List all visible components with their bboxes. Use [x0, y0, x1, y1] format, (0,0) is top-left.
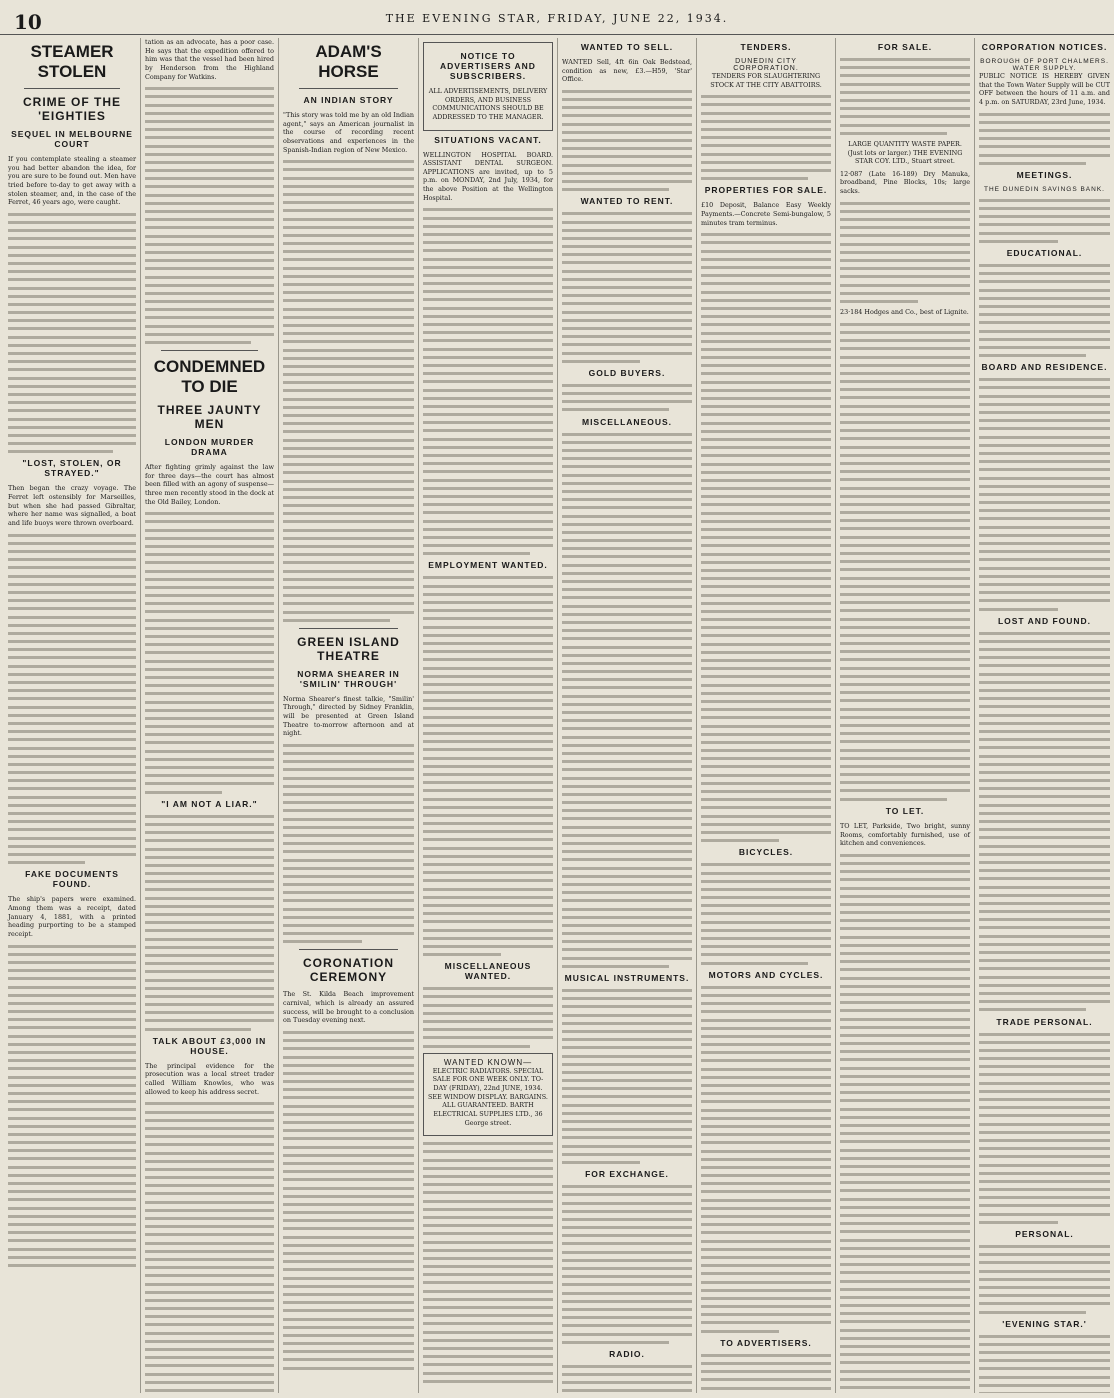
classified-ad: 23·184 Hodges and Co., best of Lignite.	[840, 308, 969, 317]
section-heading: WANTED TO RENT.	[580, 196, 674, 207]
classified-ad: WELLINGTON HOSPITAL BOARD. ASSISTANT DENTAL SURGEON. APPLICATIONS are invited, up to 5 p.m. on MONDAY, 2nd July, 1934, for the above Position at the Wellington Hospital.	[423, 150, 553, 202]
text-lines	[701, 1354, 831, 1393]
text-lines	[145, 87, 274, 344]
text-lines	[8, 213, 136, 453]
text-lines	[283, 1031, 414, 1370]
column-3	[279, 38, 419, 1393]
article-paragraph: Then began the crazy voyage. The Ferret left ostensibly for Marseilles, but when she had passed Gibraltar, where her name was signalled, a boat and life buoys were thrown overboard.	[8, 484, 136, 528]
text-lines	[562, 384, 692, 412]
section-heading: MUSICAL INSTRUMENTS.	[564, 973, 690, 984]
text-lines	[145, 1102, 274, 1393]
section-heading: TO LET.	[885, 805, 925, 816]
text-lines	[979, 264, 1110, 357]
section-heading: TENDERS.	[740, 42, 792, 52]
article-paragraph: The St. Kilda Beach improvement carnival, which is already an assured success, will be brought to a conclusion on Tuesday evening next.	[283, 990, 414, 1025]
column-7	[836, 38, 975, 1393]
text-lines	[840, 854, 970, 1393]
masthead	[0, 0, 1114, 35]
text-lines	[562, 90, 692, 191]
column-5	[558, 38, 697, 1393]
article-paragraph: "This story was told me by an old Indian agent," says an American journalist in the course of recording recent observations and experiences in the Spanish-Indian region of New Mexico.	[283, 111, 414, 154]
text-lines	[840, 58, 970, 135]
text-lines	[562, 989, 692, 1164]
section-heading: MEETINGS.	[1016, 169, 1073, 180]
article-title: CORONATION CEREMONY	[302, 956, 395, 985]
text-lines	[701, 863, 831, 964]
classified-ad: TO LET, Parkside, Two bright, sunny Rooms, comfortably furnished, use of kitchen and conveniences.	[840, 821, 970, 848]
article-paragraph: tation as an advocate, has a poor case. He says that the expedition offered to him was that the vessel had been hired by Henderson from the Highland Company for Watkins.	[145, 38, 274, 81]
column-4	[419, 38, 558, 1393]
section-heading: BICYCLES.	[738, 847, 794, 858]
masthead-title: THE EVENING STAR, FRIDAY, JUNE 22, 1934.	[385, 12, 729, 25]
column-1	[4, 38, 141, 1393]
text-lines	[979, 1033, 1110, 1224]
advertisement-box	[423, 1053, 553, 1136]
column-2	[141, 38, 279, 1393]
section-heading: PROPERTIES FOR SALE.	[704, 185, 828, 196]
section-heading: 'EVENING STAR.'	[1002, 1318, 1087, 1329]
article-paragraph: After fighting grimly against the law for three days—the court has almost been filled with an agony of suspense—three men recently stood in the dock at the Old Bailey, London.	[145, 463, 274, 506]
ad-title: WANTED KNOWN—	[443, 1057, 533, 1067]
section-heading: SITUATIONS VACANT.	[434, 134, 542, 145]
text-lines	[979, 199, 1110, 243]
text-lines	[979, 1245, 1110, 1314]
section-heading: TALK ABOUT £3,000 IN HOUSE.	[152, 1035, 267, 1056]
section-heading: RADIO.	[609, 1348, 645, 1359]
text-lines	[423, 987, 553, 1047]
article-subtitle: CRIME OF THE 'EIGHTIES	[23, 95, 121, 123]
text-lines	[283, 160, 414, 622]
notice-subtitle: WATER SUPPLY.	[1012, 65, 1077, 72]
text-lines	[283, 744, 414, 944]
article-paragraph: Norma Shearer's finest talkie, "Smilin' Through," directed by Sidney Franklin, will be presented at Green Island Theatre to-morrow afternoon and at night.	[283, 694, 414, 738]
text-lines	[979, 113, 1110, 165]
section-heading: MOTORS AND CYCLES.	[708, 969, 824, 980]
divider	[299, 628, 398, 629]
section-heading: CORPORATION NOTICES.	[981, 42, 1108, 52]
text-lines	[979, 632, 1110, 1012]
text-lines	[8, 534, 136, 865]
section-heading: WANTED TO SELL.	[580, 42, 674, 52]
text-lines	[562, 433, 692, 968]
notice-body: ALL ADVERTISEMENTS, DELIVERY ORDERS, AND BUSINESS COMMUNICATIONS SHOULD BE ADDRESSED TO THE MANAGER.	[428, 87, 548, 121]
article-paragraph: The ship's papers were examined. Among them was a receipt, dated January 4, 1881, with a printed heading purporting to be a stamped receipt.	[8, 895, 136, 938]
section-heading: FOR EXCHANGE.	[585, 1169, 669, 1180]
section-heading: PERSONAL.	[1015, 1229, 1074, 1239]
text-lines	[562, 1365, 692, 1393]
article-paragraph: If you contemplate stealing a steamer you had better abandon the idea, for you are sure to be found out. Men have tried before to-day to get away with a stolen steamer, and, in the case of the Ferret, 46 years ago, were caught.	[8, 155, 136, 207]
column-6	[697, 38, 836, 1393]
section-heading: TRADE PERSONAL.	[996, 1016, 1093, 1027]
page-number: 10	[14, 10, 42, 34]
text-lines	[979, 378, 1110, 610]
text-lines	[840, 202, 970, 303]
article-subtitle: SEQUEL IN MELBOURNE COURT	[11, 129, 133, 149]
divider	[24, 88, 120, 89]
classified-ad: WANTED Sell, 4ft 6in Oak Bedstead, condition as new, £3.—H59, 'Star' Office.	[562, 58, 692, 84]
section-heading: MISCELLANEOUS WANTED.	[444, 961, 532, 982]
text-lines	[8, 945, 136, 1267]
notice-body: PUBLIC NOTICE IS HEREBY GIVEN that the Town Water Supply will be CUT OFF between the hours of 11 a.m. and 4 p.m. on SATURDAY, 23rd June, 1934.	[979, 72, 1110, 106]
text-lines	[701, 986, 831, 1333]
article-title: ADAM'S HORSE	[315, 42, 382, 81]
notice-box	[423, 42, 553, 131]
text-lines	[979, 1335, 1110, 1393]
column-8	[975, 38, 1114, 1393]
section-heading: FAKE DOCUMENTS FOUND.	[25, 869, 119, 890]
notice-title: BOROUGH OF PORT CHALMERS.	[980, 58, 1109, 65]
section-heading: GOLD BUYERS.	[588, 367, 666, 378]
classified-ad: LARGE QUANTITY WASTE PAPER. (Just lots or larger.) THE EVENING STAR COY. LTD., Stuart street.	[847, 139, 963, 166]
text-lines	[562, 1185, 692, 1344]
article-paragraph: The principal evidence for the prosecution was a local street trader called William Knowles, who was allowed to keep his address secret.	[145, 1061, 274, 1096]
divider	[299, 88, 398, 89]
article-subtitle: NORMA SHEARER IN 'SMILIN' THROUGH'	[297, 668, 400, 689]
article-subtitle: LONDON MURDER DRAMA	[164, 437, 255, 458]
article-subtitle: AN INDIAN STORY	[303, 95, 394, 105]
text-lines	[423, 208, 553, 555]
text-lines	[423, 576, 553, 956]
notice-title: NOTICE TO ADVERTISERS AND SUBSCRIBERS.	[440, 51, 536, 81]
ad-body: ELECTRIC RADIATORS. SPECIAL SALE FOR ONE WEEK ONLY. TO-DAY (FRIDAY), 22nd JUNE, 1934. SEE WINDOW DISPLAY. BARGAINS. ALL GUARANTEED. BARTH ELECTRICAL SUPPLIES LTD., 36 George street.	[428, 1066, 548, 1127]
article-subtitle: THREE JAUNTY MEN	[157, 403, 262, 432]
section-heading: MISCELLANEOUS.	[581, 416, 673, 427]
tender-title: DUNEDIN CITY CORPORATION.	[733, 58, 799, 72]
divider	[299, 949, 398, 950]
article-title: CONDEMNED TO DIE	[153, 357, 266, 397]
text-lines	[840, 323, 970, 801]
section-heading: "LOST, STOLEN, OR STRAYED."	[22, 458, 122, 479]
text-lines	[701, 95, 831, 180]
article-title: GREEN ISLAND THEATRE	[297, 634, 400, 663]
notice-title: THE DUNEDIN SAVINGS BANK.	[984, 185, 1105, 193]
text-lines	[145, 815, 274, 1031]
section-heading: FOR SALE.	[877, 42, 933, 52]
article-title: STEAMER STOLEN	[30, 42, 114, 81]
text-lines	[701, 233, 831, 842]
text-lines	[423, 1142, 553, 1382]
classified-ad: 12·087 (Late 16-189) Dry Manuka, broadband, Pine Blocks, 10s; large sacks.	[840, 169, 970, 196]
text-lines	[562, 212, 692, 362]
section-heading: LOST AND FOUND.	[997, 615, 1092, 626]
section-heading: "I AM NOT A LIAR."	[161, 798, 258, 809]
text-lines	[145, 512, 274, 793]
section-heading: EDUCATIONAL.	[1006, 248, 1083, 258]
tender-subtitle: TENDERS FOR SLAUGHTERING STOCK AT THE CITY ABATTOIRS.	[710, 72, 822, 89]
section-heading: TO ADVERTISERS.	[720, 1337, 812, 1348]
section-heading: EMPLOYMENT WANTED.	[428, 560, 548, 571]
divider	[161, 350, 258, 351]
section-heading: BOARD AND RESIDENCE.	[981, 362, 1108, 373]
classified-ad: £10 Deposit, Balance Easy Weekly Payments.—Concrete Semi-bungalow, 5 minutes tram terminus.	[701, 201, 831, 227]
